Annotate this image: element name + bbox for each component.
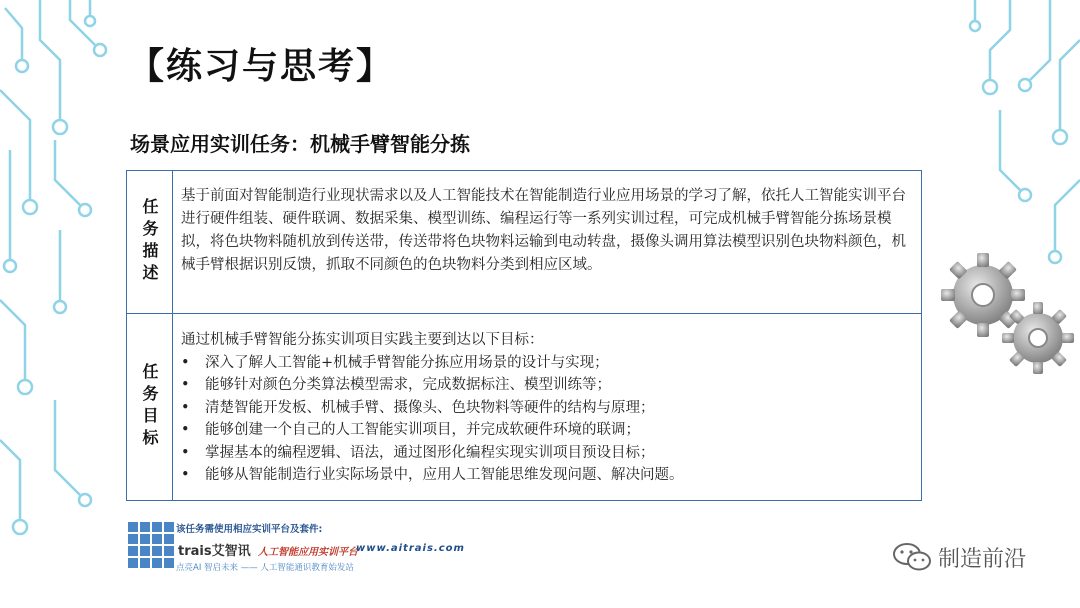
goals-list	[181, 352, 913, 487]
task-description-row	[127, 171, 921, 314]
list-item: • 掌握基本的编程逻辑、语法，通过图形化编程实现实训项目预设目标；	[181, 442, 913, 465]
logo-grid-icon	[128, 522, 174, 568]
website-link[interactable]: www.aitrais.com	[356, 543, 465, 554]
list-item: • 深入了解人工智能+机械手臂智能分拣应用场景的设计与实现；	[181, 352, 913, 375]
label-cell	[127, 314, 173, 500]
task-goals-content	[181, 329, 913, 487]
list-item: • 能够创建一个自己的人工智能实训项目，并完成软硬件环境的联调；	[181, 419, 913, 442]
gears-icon	[938, 250, 1078, 380]
section-subtitle: 场景应用实训任务：机械手臂智能分拣	[130, 132, 470, 156]
list-item: • 能够针对颜色分类算法模型需求，完成数据标注、模型训练等；	[181, 374, 913, 397]
footer-note: 该任务需使用相应实训平台及套件:	[176, 524, 323, 535]
brand-logo: trais艾智讯	[178, 544, 251, 559]
task-goals-intro: 通过机械手臂智能分拣实训项目实践主要到达以下目标：	[181, 332, 544, 348]
task-goals-label: 任务目标	[140, 363, 159, 451]
watermark	[892, 541, 1026, 573]
watermark-text: 制造前沿	[938, 546, 1027, 572]
list-item: • 能够从智能制造行业实际场景中，应用人工智能思维发现问题、解决问题。	[181, 464, 913, 487]
page-title: 【练习与思考】	[128, 46, 395, 87]
slogan: 点亮AI 智启未来 —— 人工智能通识教育始发站	[176, 563, 354, 573]
task-description-label: 任务描述	[140, 198, 159, 286]
task-table	[126, 170, 922, 501]
platform-name: 人工智能应用实训平台	[258, 547, 358, 558]
task-description-text: 基于前面对智能制造行业现状需求以及人工智能技术在智能制造行业应用场景的学习了解，依托人工智能实训平台进行硬件组装、硬件联调、数据采集、模型训练、编程运行等一系列实训过程，可完成机械手臂智能分拣场景模拟，将色块物料随机放到传送带，传送带将色块物料运输到电动转盘，摄像头调用算法模型识别色块物料颜色，机械手臂根据识别反馈，抓取不同颜色的色块物料分类到相应区域。	[181, 188, 906, 273]
list-item: • 清楚智能开发板、机械手臂、摄像头、色块物料等硬件的结构与原理；	[181, 397, 913, 420]
label-cell	[127, 171, 173, 313]
wechat-icon	[892, 541, 932, 573]
task-goals-row	[127, 314, 921, 500]
